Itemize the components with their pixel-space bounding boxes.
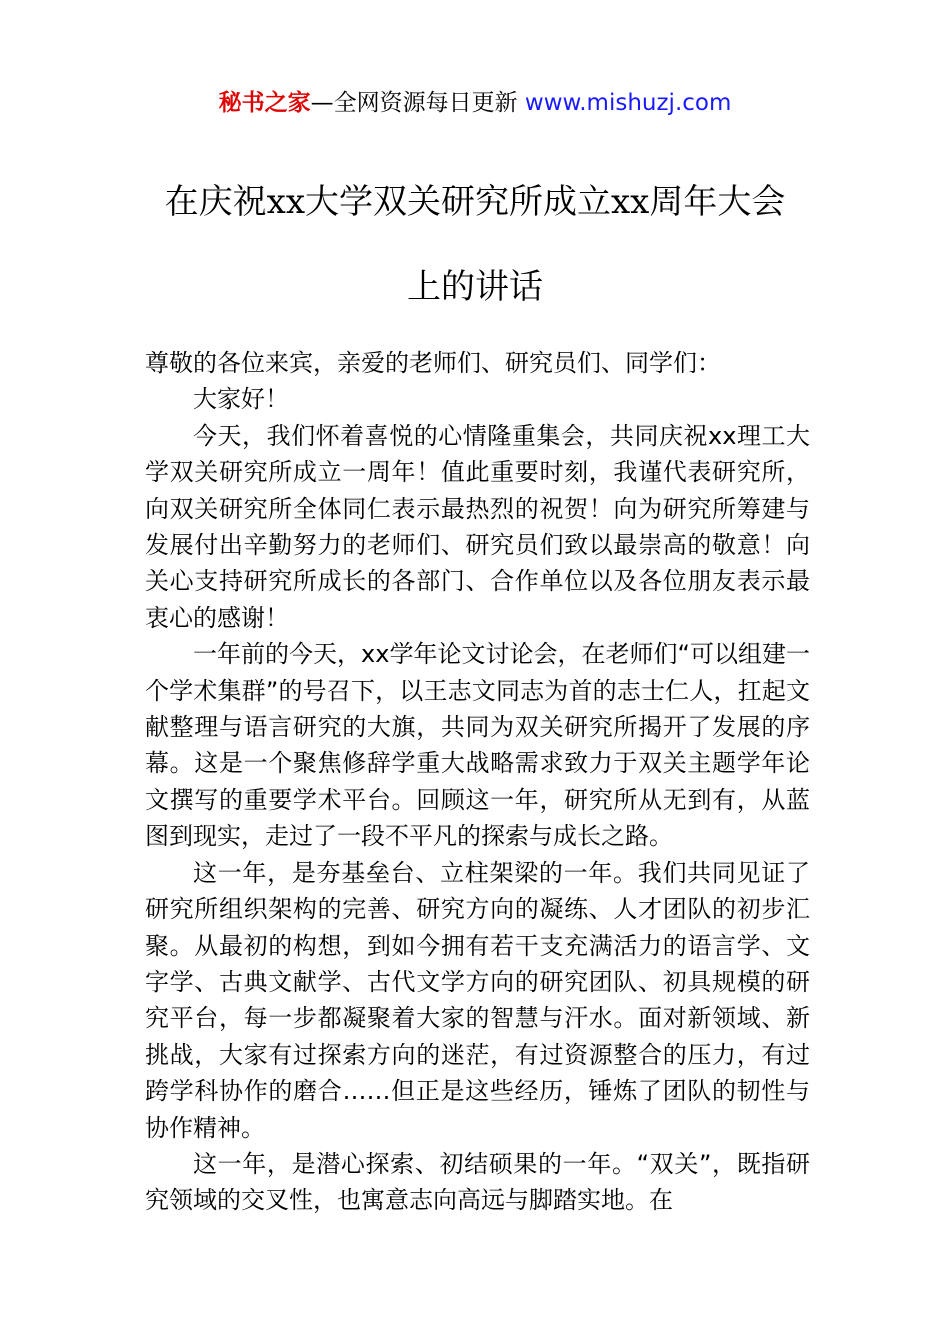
site-brand: 秘书之家 (218, 90, 311, 116)
paragraph: 一年前的今天，xx学年论文讨论会，在老师们“可以组建一个学术集群”的号召下，以王志文同志为首的志士仁人，扛起文献整理与语言研究的大旗，共同为双关研究所揭开了发展的序幕。这是一个聚焦修辞学重大战略需求致力于双关主题学年论文撰写的重要学术平台。回顾这一年，研究所从无到有，从蓝图到现实，走过了一段不平凡的探索与成长之路。 (145, 640, 810, 851)
document-body (145, 345, 810, 1219)
site-url-link[interactable]: www.mishuzj.com (524, 90, 732, 116)
salutation: 尊敬的各位来宾，亲爱的老师们、研究员们、同学们： (145, 349, 721, 377)
title-line-1: 在庆祝xx大学双关研究所成立xx周年大会 (164, 182, 786, 222)
paragraph: 这一年，是夯基垒台、立柱架梁的一年。我们共同见证了研究所组织架构的完善、研究方向的凝练、人才团队的初步汇聚。从最初的构想，到如今拥有若干支充满活力的语言学、文字学、古典文献学、古代文学方向的研究团队、初具规模的研究平台，每一步都凝聚着大家的智慧与汗水。面对新领域、新挑战，大家有过探索方向的迷茫，有过资源整合的压力，有过跨学科协作的磨合……但正是这些经历，锤炼了团队的韧性与协作精神。 (145, 858, 810, 1142)
document-title (100, 160, 850, 330)
site-tagline: —全网资源每日更新 (310, 90, 525, 116)
title-line-2: 上的讲话 (407, 267, 543, 307)
greeting: 大家好！ (193, 385, 289, 414)
site-header (0, 86, 950, 120)
paragraph: 今天，我们怀着喜悦的心情隆重集会，共同庆祝xx理工大学双关研究所成立一周年！值此重要时刻，我谨代表研究所，向双关研究所全体同仁表示最热烈的祝贺！向为研究所筹建与发展付出辛勤努力的老师们、研究员们致以最崇高的敬意！向关心支持研究所成长的各部门、合作单位以及各位朋友表示最衷心的感谢！ (145, 421, 810, 632)
paragraph: 这一年，是潜心探索、初结硕果的一年。“双关”，既指研究领域的交叉性，也寓意志向高远与脚踏实地。在 (145, 1149, 810, 1215)
